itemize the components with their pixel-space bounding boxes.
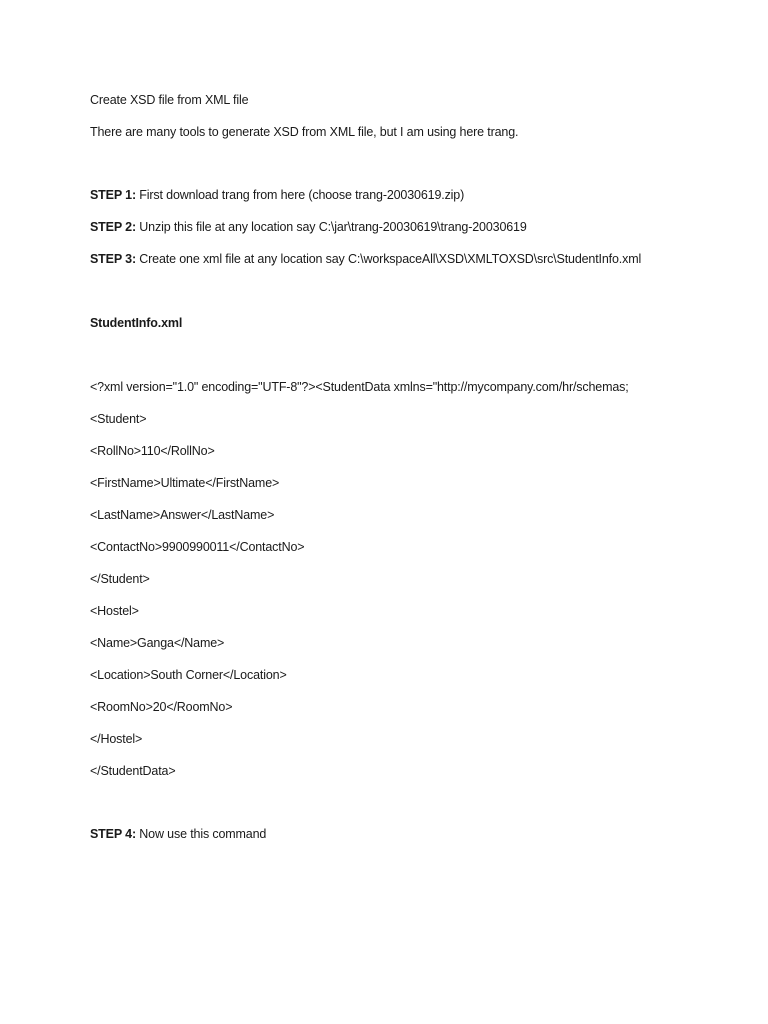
step-3-text: Create one xml file at any location say C:\workspaceAll\XSD\XMLTOXSD\src\StudentInfo.xml [135, 252, 642, 266]
xml-line: </Hostel> [90, 732, 143, 746]
xml-line: <FirstName>Ultimate</FirstName> [90, 476, 280, 490]
xml-line: <Name>Ganga</Name> [90, 636, 225, 650]
step-3 [90, 251, 641, 267]
step-2-text: Unzip this file at any location say C:\jar\trang-20030619\trang-20030619 [135, 220, 527, 234]
xml-line: <ContactNo>9900990011</ContactNo> [90, 540, 305, 554]
step-4-label: STEP 4: [90, 827, 136, 841]
xml-line: </Student> [90, 572, 150, 586]
step-3-label: STEP 3: [90, 252, 136, 266]
xml-line: <Location>South Corner</Location> [90, 668, 287, 682]
intro-paragraph: There are many tools to generate XSD from XML file, but I am using here trang. [90, 125, 519, 139]
step-1-label: STEP 1: [90, 188, 136, 202]
document-title: Create XSD file from XML file [90, 93, 249, 107]
xml-line: </StudentData> [90, 764, 176, 778]
xml-line: <Hostel> [90, 604, 139, 618]
xml-line: <RoomNo>20</RoomNo> [90, 700, 233, 714]
step-1 [90, 187, 464, 203]
step-2 [90, 219, 527, 235]
xml-line: <LastName>Answer</LastName> [90, 508, 275, 522]
step-4-text: Now use this command [135, 827, 267, 841]
step-1-text: First download trang from here (choose trang-20030619.zip) [135, 188, 465, 202]
step-2-label: STEP 2: [90, 220, 136, 234]
file-name-heading: StudentInfo.xml [90, 316, 183, 330]
xml-line: <?xml version="1.0" encoding="UTF-8"?><StudentData xmlns="http://mycompany.com/hr/schemas; [90, 380, 629, 394]
xml-line: <Student> [90, 412, 147, 426]
step-4 [90, 826, 266, 842]
xml-line: <RollNo>110</RollNo> [90, 444, 215, 458]
